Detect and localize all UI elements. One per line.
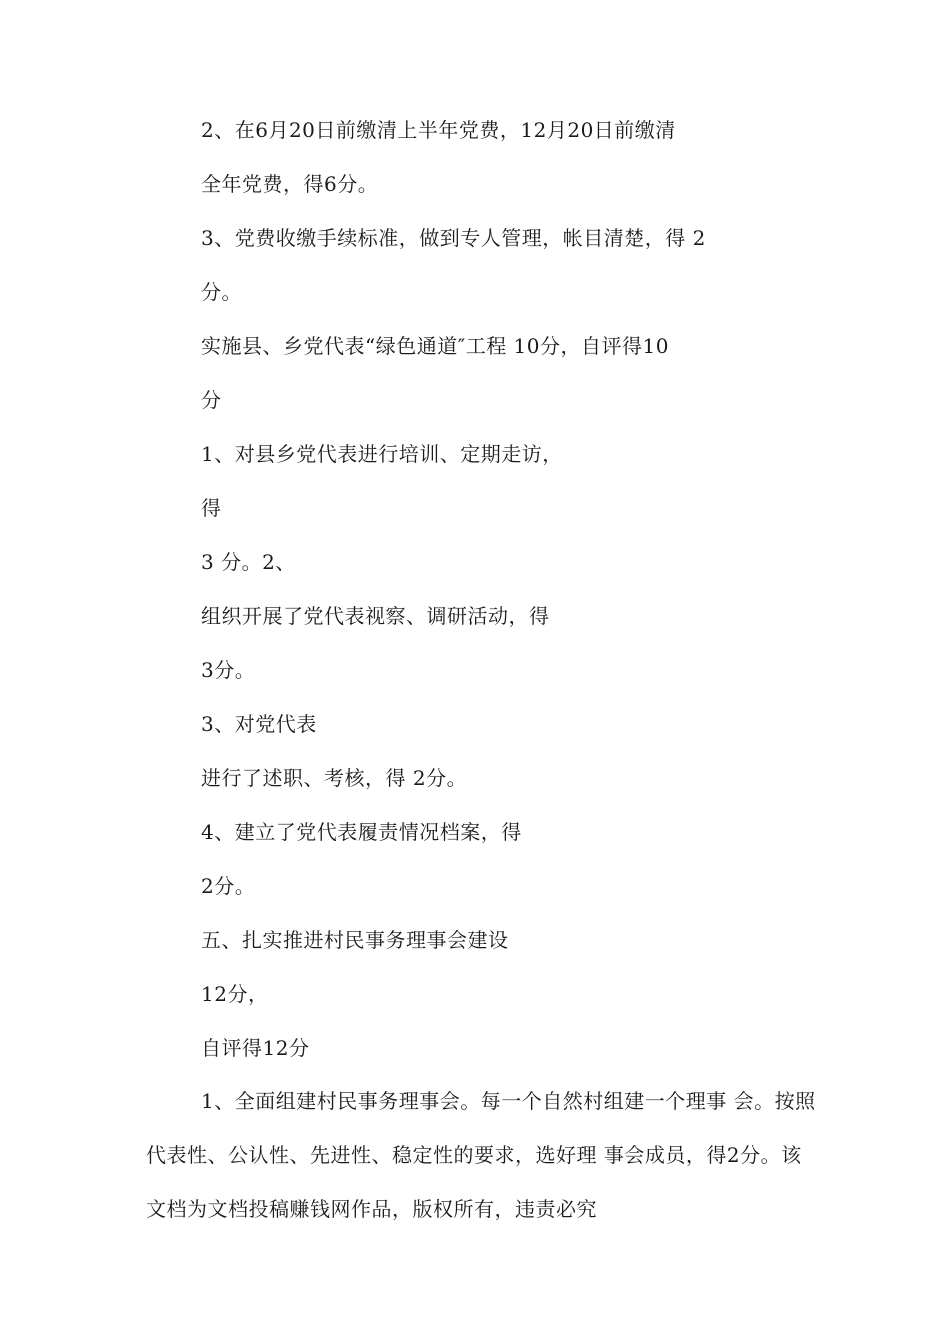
text-line: 1、对县乡党代表进行培训、定期走访， — [201, 442, 563, 466]
final-paragraph: 1、全面组建村民事务理事会。每一个自然村组建一个理事 会。按照代表性、公认性、先进性、稳定性的要求，选好理 事会成员，得2分。该文档为文档投稿赚钱网作品，版权所有，违责必究 — [146, 1089, 816, 1221]
text-line: 2分。 — [201, 874, 256, 898]
text-line: 3分。 — [201, 658, 256, 682]
text-line: 组织开展了党代表视察、调研活动，得 — [201, 604, 550, 628]
text-line: 3、对党代表 — [201, 712, 317, 736]
text-line: 3、党费收缴手续标准，做到专人管理，帐目清楚，得 2 — [201, 226, 706, 250]
text-line: 4、建立了党代表履责情况档案，得 — [201, 820, 522, 844]
text-line: 12分， — [201, 982, 269, 1006]
text-line: 分。 — [201, 280, 242, 304]
text-line: 3 分。2、 — [201, 550, 296, 574]
text-line: 进行了述职、考核，得 2分。 — [201, 766, 468, 790]
text-line: 分 — [201, 388, 222, 412]
text-line: 实施县、乡党代表“绿色通道″工程 10分，自评得10 — [201, 334, 669, 358]
section-heading: 五、扎实推进村民事务理事会建设 — [201, 928, 509, 952]
text-line: 全年党费，得6分。 — [201, 172, 379, 196]
text-line: 自评得12分 — [201, 1036, 310, 1060]
text-line: 2、在6月20日前缴清上半年党费，12月20日前缴清 — [201, 118, 676, 142]
text-line: 得 — [201, 496, 222, 520]
